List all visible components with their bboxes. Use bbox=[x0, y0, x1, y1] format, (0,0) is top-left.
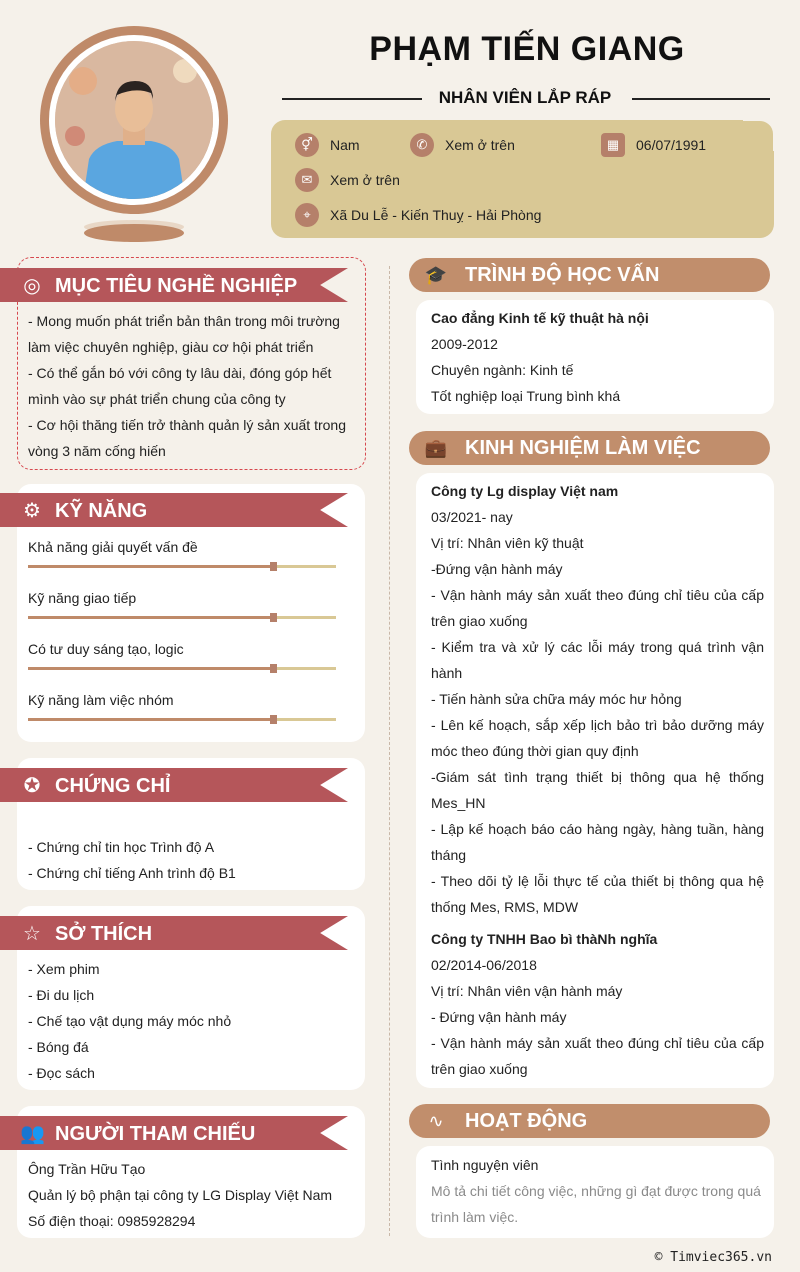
phone-value: Xem ở trên bbox=[445, 137, 515, 153]
profile-photo bbox=[55, 41, 213, 199]
company-name: Công ty TNHH Bao bì thàNh nghĩa bbox=[431, 931, 658, 947]
contact-box bbox=[271, 120, 774, 238]
graduation-cap-icon: 🎓 bbox=[424, 265, 448, 285]
email-value: Xem ở trên bbox=[330, 172, 400, 188]
objective-text: - Mong muốn phát triển bản thân trong môi trường làm việc chuyên nghiệp, giàu cơ hội phát triển - Có thể gắn bó với công ty lâu dài, đóng góp hết mình vào sự phát triển chung của công ty - Cơ hội thăng tiến trở thành quản lý sản xuất trong vòng 3 năm cống hiến bbox=[28, 313, 346, 459]
hobbies-header bbox=[0, 916, 348, 950]
pulse-icon: ∿ bbox=[428, 1111, 444, 1131]
activities-title: HOẠT ĐỘNG bbox=[465, 1110, 588, 1132]
gear-icon: ⚙ bbox=[23, 500, 41, 522]
award-icon: ✪ bbox=[23, 775, 41, 797]
experience-title: KINH NGHIỆM LÀM VIỆC bbox=[465, 437, 701, 459]
calendar-icon: ▦ bbox=[601, 133, 625, 157]
gender-icon: ⚥ bbox=[295, 133, 319, 157]
title-divider-right bbox=[632, 98, 770, 100]
experience-text: Công ty Lg display Việt nam 03/2021- nay Vị trí: Nhân viên kỹ thuật -Đứng vận hành máy - Vận hành máy sản xuất theo đúng chỉ tiêu của cấp trên giao xuống - Kiểm tra và xử lý các lỗi máy trong quá trình vận hành - Tiến hành sửa chữa máy móc hư hỏng - Lên kế hoạch, sắp xếp lịch bảo trì bảo dưỡng máy móc theo đúng thời gian quy định -Giám sát tình trạng thiết bị thông qua hệ thống Mes_HN - Lập kế hoạch báo cáo hàng ngày, hàng tuần, hàng tháng - Theo dõi tỷ lệ lỗi thực tế của thiết bị thông qua hệ thống Mes, RMS, MDW bbox=[431, 478, 764, 920]
education-title: TRÌNH ĐỘ HỌC VẤN bbox=[465, 264, 660, 286]
activity-description: Mô tả chi tiết công việc, những gì đạt được trong quá trình làm việc. bbox=[431, 1183, 761, 1225]
objective-header bbox=[0, 268, 348, 302]
skill-bar bbox=[28, 565, 336, 568]
skill-label: Kỹ năng giao tiếp bbox=[28, 590, 137, 606]
activity-role: Tình nguyện viên bbox=[431, 1157, 539, 1173]
contact-gender bbox=[295, 133, 360, 157]
skill-label: Kỹ năng làm việc nhóm bbox=[28, 692, 174, 708]
hobbies-title: SỞ THÍCH bbox=[55, 923, 153, 945]
education-header bbox=[409, 258, 770, 292]
birthday-value: 06/07/1991 bbox=[636, 137, 707, 153]
avatar-stand bbox=[84, 224, 184, 242]
skill-label: Có tư duy sáng tạo, logic bbox=[28, 641, 184, 657]
contact-email bbox=[295, 168, 400, 192]
experience-text-2: Công ty TNHH Bao bì thàNh nghĩa 02/2014-06/2018 Vị trí: Nhân viên vận hành máy - Đứng vận hành máy - Vận hành máy sản xuất theo đúng chỉ tiêu của cấp trên giao xuống bbox=[431, 926, 764, 1082]
location-icon: ⌖ bbox=[295, 203, 319, 227]
objective-title: MỤC TIÊU NGHỀ NGHIỆP bbox=[55, 275, 298, 297]
list-item: - Đọc sách bbox=[28, 1065, 95, 1081]
contact-address bbox=[295, 203, 541, 227]
certificates-header bbox=[0, 768, 348, 802]
list-item: - Chứng chỉ tin học Trình độ A bbox=[28, 839, 215, 855]
address-value: Xã Du Lễ - Kiến Thuỵ - Hải Phòng bbox=[330, 207, 542, 223]
briefcase-icon: 💼 bbox=[424, 438, 448, 458]
skills-header bbox=[0, 493, 348, 527]
gender-value: Nam bbox=[330, 137, 360, 153]
contact-birthday bbox=[601, 133, 706, 157]
avatar bbox=[40, 26, 228, 244]
skill-bar bbox=[28, 616, 336, 619]
skill-label: Khả năng giải quyết vấn đề bbox=[28, 539, 198, 555]
skill-bar bbox=[28, 718, 336, 721]
list-item: - Bóng đá bbox=[28, 1039, 89, 1055]
phone-icon: ✆ bbox=[410, 133, 434, 157]
certificates-list bbox=[28, 834, 358, 886]
job-title: NHÂN VIÊN LẮP RÁP bbox=[438, 88, 612, 107]
list-item: - Chứng chỉ tiếng Anh trình độ B1 bbox=[28, 865, 236, 881]
skills-title: KỸ NĂNG bbox=[55, 500, 148, 522]
experience-header bbox=[409, 431, 770, 465]
references-header bbox=[0, 1116, 348, 1150]
contact-phone bbox=[410, 133, 515, 157]
references-title: NGƯỜI THAM CHIẾU bbox=[55, 1123, 256, 1145]
education-text: Cao đẳng Kinh tế kỹ thuật hà nội 2009-2012 Chuyên ngành: Kinh tế Tốt nghiệp loại Trung bình khá bbox=[431, 305, 764, 409]
people-icon: 👥 bbox=[20, 1123, 45, 1145]
activities-header bbox=[409, 1104, 770, 1138]
star-icon: ☆ bbox=[23, 923, 41, 945]
person-silhouette-icon bbox=[55, 41, 213, 199]
references-text: Ông Trần Hữu Tạo Quản lý bộ phận tại công ty LG Display Việt Nam Số điện thoại: 0985928294 bbox=[28, 1161, 333, 1229]
certificates-title: CHỨNG CHỈ bbox=[55, 775, 171, 797]
mail-icon: ✉ bbox=[295, 168, 319, 192]
school-name: Cao đẳng Kinh tế kỹ thuật hà nội bbox=[431, 310, 649, 326]
target-icon: ◎ bbox=[23, 275, 41, 297]
activities-text bbox=[431, 1152, 764, 1230]
company-name: Công ty Lg display Việt nam bbox=[431, 483, 619, 499]
list-item: - Đi du lịch bbox=[28, 987, 95, 1003]
footer-copyright: © Timviec365.vn bbox=[654, 1250, 772, 1265]
hobbies-list bbox=[28, 956, 358, 1086]
title-divider-left bbox=[282, 98, 422, 100]
column-divider bbox=[389, 266, 390, 1236]
full-name: PHẠM TIẾN GIANG bbox=[369, 30, 685, 68]
list-item: - Chế tạo vật dụng máy móc nhỏ bbox=[28, 1013, 232, 1029]
skill-bar bbox=[28, 667, 336, 670]
list-item: - Xem phim bbox=[28, 961, 100, 977]
